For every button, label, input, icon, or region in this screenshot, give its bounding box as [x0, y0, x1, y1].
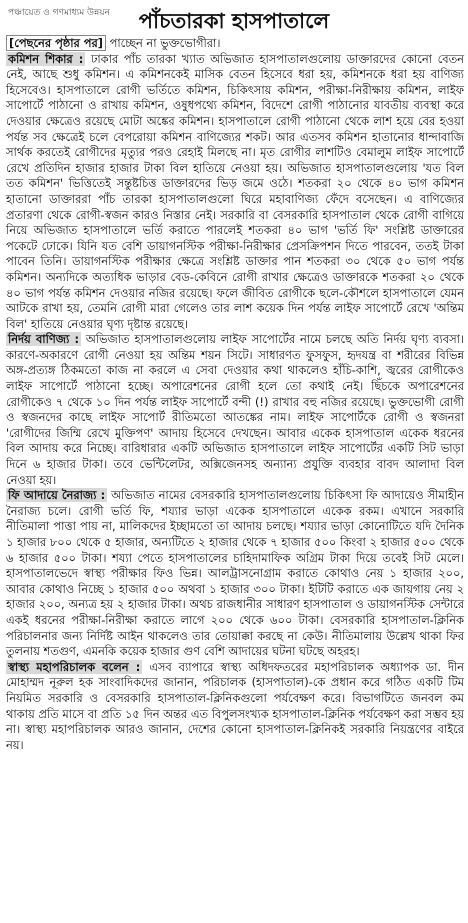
paragraph-text: অভিজাত নামের বেসরকারি হাসপাতালগুলোয় চিকিৎসা ফি আদায়েও সীমাহীন নৈরাজ্য চলে। রোগী ভর্তি ফি, শয্যার ভাড়া একেক হাসপাতালে একেক রকম। এখানে সরকারি নীতিমালা পাত্তা পায় না, মালিকদের ইচ্ছামতো তা আদায় চলছে। শয্যার ভাড়া কোনোটিতে যদি দৈনিক ১ হাজার ৮০০ থেকে ৫ হাজার, অন্যটিতে ২ হাজার থেকে ৭ হাজার ৫০০ কিংবা ২ হাজার ৫০০ থেকে ৬ হাজার ৫০০ টাকা। শয্যা পেতে হাসপাতালের চাহিদামাফিক অগ্রিম টাকা দিয়ে তবেই সিট মেলে। হাসপাতালভেদে স্বাস্থ্য পরীক্ষার ফিও ভিন্ন। আলট্রাসনোগ্রাম করাতে কোথাও নেয় ১ হাজার ২০০, আবার কোথাও নিচ্ছে ১ হাজার ৫০০ অথবা ১ হাজার ৩০০ টাকা। ইটিটি করাতে এক জায়গায় নেয় ২ হাজার ২০০, অন্যত্র হয় ২ হাজার টাকা। অথচ রাজধানীর সাধারণ হাসপাতাল ও ডায়াগনস্টিক সেন্টারে একই ধরনের পরীক্ষা-নিরীক্ষা করাতে লাগে ২০০ থেকে ৬০০ টাকা। বেসরকারি হাসপাতাল-ক্লিনিক পরিচালনার জন্য নির্দিষ্ট আইন থাকলেও তার তোয়াক্কা করছে না কেউ। নীতিমালায় উল্লেখ থাকা ফির তুলনায় শতগুণ, এমনকি কয়েক হাজার গুণ বেশি আদায়ের ঘটনা ঘটছে অহরহ।	[6, 488, 464, 659]
section-kicker: ফি আদায়ে নৈরাজ্য :	[8, 488, 106, 503]
article-body	[0, 36, 468, 753]
article-paragraph-dg-statement	[6, 660, 464, 754]
article-paragraph-fee-chaos	[6, 488, 464, 660]
section-kicker: নির্দয় বাণিজ্য :	[8, 332, 80, 347]
section-kicker: স্বাস্থ্য মহাপরিচালক বলেন :	[8, 659, 141, 674]
paragraph-text: এসব ব্যাপারে স্বাস্থ্য অধিদফতরের মহাপরিচালক অধ্যাপক ডা. দীন মোহাম্মদ নূরুল হক সাংবাদিকদের জানান, পরিচালক (হাসপাতাল)-কে প্রধান করে গঠিত একটি টিম নিয়মিত সরকারি ও বেসরকারি হাসপাতাল-ক্লিনিকগুলো পর্যবেক্ষণ করে। বিভাগটিতে জনবল কম থাকায় প্রতি মাসে বা প্রতি ১৫ দিন অন্তর এত বিপুলসংখ্যক হাসপাতাল-ক্লিনিক পর্যবেক্ষণ করা সম্ভব হয় না। স্বাস্থ্য মহাপরিচালক আরও জানান, দেশের কোনো হাসপাতাল-ক্লিনিকই সরকারি নিয়ন্ত্রণের বাইরে নয়।	[6, 659, 464, 752]
article-paragraph-ruthless-business	[6, 332, 464, 488]
headline: পাঁচতারকা হাসপাতালে	[138, 8, 330, 33]
paragraph-text: অভিজাত হাসপাতালগুলোয় লাইফ সাপোর্টের নামে চলছে অতি নির্দয় ঘৃণ্য ব্যবসা। কারণে-অকারণে রোগী নেওয়া হয় অন্তিম শয়ন সিটে। সাধারণত ফুসফুস, হৃদযন্ত্র বা শরীরের বিভিন্ন অঙ্গ-প্রত্যঙ্গ ঠিকমতো কাজ না করলে এ সেবা দেওয়ার কথা থাকলেও হাঁচি-কাশি, জ্বরের রোগীকেও লাইফ সাপোর্টে পাঠানো হচ্ছে। অপারেশনের রোগী হলে তো কথাই নেই। ছিঁচকে অপারেশনের রোগীকেও ৭ থেকে ১০ দিন পর্যন্ত লাইফ সাপোর্টে বন্দী (!) রাখার বহু নজির রয়েছে। ভুক্তভোগী রোগী ও স্বজনদের কাছে লাইফ সাপোর্ট রীতিমতো আতঙ্কের নাম। লাইফ সাপোর্টকে রোগী ও স্বজনরা 'রোগীদের জিম্মি রেখে মুক্তিপণ' আদায় হিসেবে দেখছেন। আবার একেক হাসপাতাল একেক ধরনের বিল আদায় করে নিচ্ছে। বারিধারার একটি অভিজাত হাসপাতালে লাইফ সাপোর্টের একটি সিট ভাড়া দিনে ৬ হাজার টাকা। তবে ভেন্টিলেটর, অক্সিজেনসহ অন্যান্য প্রযুক্তি ব্যবহার বাবদ আলাদা বিল নেওয়া হয়।	[6, 332, 465, 487]
article-paragraph-continuation	[6, 36, 464, 52]
paragraph-text: পাচ্ছেন না ভুক্তভোগীরা।	[105, 36, 221, 50]
paragraph-text: ঢাকার পাঁচ তারকা খ্যাত অভিজাত হাসপাতালগুলোয় ডাক্তারদের কোনো বেতন নেই, আছে শুধু কমিশন। এ কমিশনকেই মাসিক বেতন হিসেবে ধরা হয়, কমিশনকে ধরা হয় বাণিজ্য হিসেবেও। হাসপাতালে রোগী ভর্তিতে কমিশন, চিকিৎসায় কমিশন, পরীক্ষা-নিরীক্ষায় কমিশন, লাইফ সাপোর্টে পাঠানো ও রাখায় কমিশন, ওষুধপথ্যে কমিশন, বিদেশে রোগী পাঠানোর যাবতীয় ব্যবস্থা করে দেওয়ার ক্ষেত্রেও রয়েছে মোটা অঙ্কের কমিশন। হাসপাতালে রোগী পাঠানো থেকে লাশ হয়ে বের হওয়া পর্যন্ত সব ক্ষেত্রেই চলে বেপরোয়া কমিশন বাণিজ্যের শকট। আর এতসব কমিশন হাতানোর ধান্দাবাজি সার্থক করতেই রোগীদের মৃত্যুর পরও রেহাই মিলছে না। মৃত রোগীর লাশটিও বেমালুম লাইফ সাপোর্টে রেখে প্রতিদিন হাজার হাজার টাকা বিল হাতিয়ে নেওয়া হয়। অভিজাত হাসপাতালগুলোয় 'যত বিল তত কমিশন' ভিত্তিতেই সন্তুষ্টচিত্ত ডাক্তারদের ভিড় জমে ওঠে। শতকরা ২০ থেকে ৪০ ভাগ কমিশন হাতানো ডাক্তাররা পাঁচ তারকা হাসপাতালগুলো ঘিরে মহাবাণিজ্য ফেঁদে বসেছেন। এ বাণিজ্যের প্রতারণা থেকে রোগী-স্বজন কারও নিস্তার নেই। সরকারি বা বেসরকারি হাসপাতাল থেকে রোগী বাগিয়ে নিয়ে অভিজাত হাসপাতালে ভর্তি করাতে পারলেই শতকরা ৪০ ভাগ 'ভর্তি ফি' সংশ্লিষ্ট ডাক্তারের পকেটে ঢোকে। যিনি যত বেশি ডায়াগনস্টিক পরীক্ষা-নিরীক্ষার প্রেসক্রিপশন দিতে পারবেন, ততই টাকা পাবেন তিনি। ডায়াগনস্টিক পরীক্ষার ক্ষেত্রে সংশ্লিষ্ট ডাক্তার পান শতকরা ৩০ থেকে ৫০ ভাগ পর্যন্ত কমিশন। অন্যদিকে অত্যধিক ভাড়ার বেড-কেবিনে রোগী রাখার ক্ষেত্রেও ডাক্তারকে শতকরা ২০ থেকে ৪০ ভাগ পর্যন্ত কমিশন দেওয়ার নজির রয়েছে। ফলে জীবিত রোগীকে ছলে-কৌশলে হাসপাতালে যেমন আটকে রাখা হয়, তেমনি রোগী মারা গেলেও তার লাশ কয়েক দিন পর্যন্ত লাইফ সাপোর্টে রেখে 'অন্তিম বিল' হাতিয়ে নেওয়ার ঘৃণ্য দৃষ্টান্ত রয়েছে।	[6, 51, 464, 331]
page-top-fragment: পঞ্চায়েত ও গণমাধ্যম উন্নয়ন	[8, 8, 110, 18]
article-paragraph-commission	[6, 52, 464, 333]
section-kicker: কমিশন শিকার :	[8, 51, 84, 66]
continuation-tag: [পেছনের পৃষ্ঠার পর]	[6, 35, 106, 51]
